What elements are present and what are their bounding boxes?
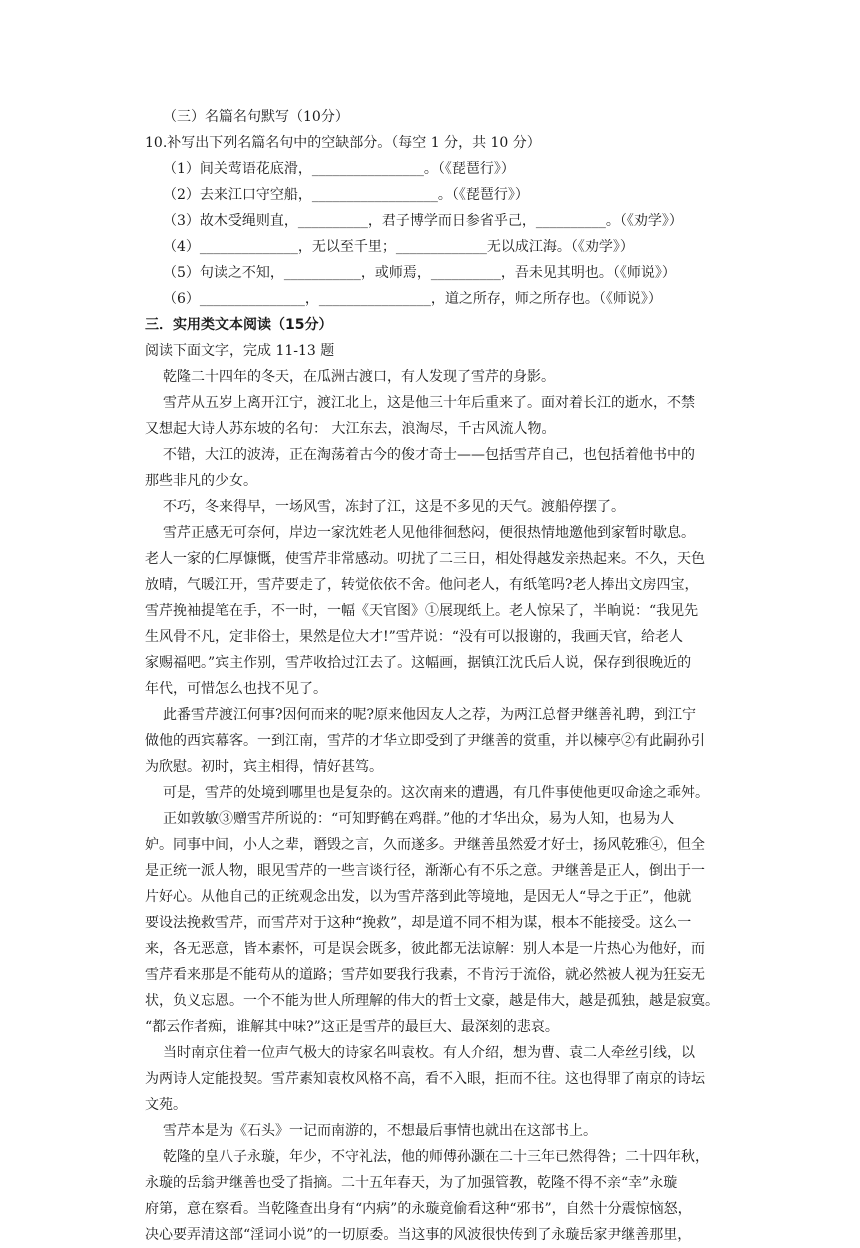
paragraph-line: 可是，雪芹的处境到哪里也是复杂的。这次南来的遭遇，有几件事使他更叹命途之乖舛。: [163, 785, 709, 801]
article-paragraph: [145, 520, 737, 702]
article-paragraph: [145, 494, 737, 520]
paragraph-line: 永璇的岳翁尹继善也受了指摘。二十五年春天，为了加强管教，乾隆不得不亲“幸”永璇: [145, 1175, 678, 1191]
article-paragraph: [145, 702, 737, 780]
blank-item: （4）______________，无以至千里；_____________无以成江海。（《劝学》）: [163, 239, 634, 255]
article-paragraph: [145, 1144, 737, 1248]
article-paragraph: [145, 1040, 737, 1118]
paragraph-line: 正如敦敏③赠雪芹所说的：“可知野鹤在鸡群。”他的才华出众，易为人知，也易为人: [163, 811, 675, 827]
article-paragraph: [145, 780, 737, 806]
section-heading: 三．实用类文本阅读（15分）: [145, 317, 333, 333]
paragraph-line: 片好心。从他自己的正统观念出发，以为雪芹落到此等境地，是因无人“导之于正”，他就: [145, 889, 692, 905]
paragraph-line: 放晴，气暖江开，雪芹要走了，转觉依依不舍。他问老人，有纸笔吗?老人捧出文房四宝，: [145, 577, 699, 593]
section-title: （三）名篇名句默写（10分）: [163, 109, 349, 125]
paragraph-line: 又想起大诗人苏东坡的名句： 大江东去，浪淘尽，千古风流人物。: [145, 421, 556, 437]
paragraph-line: 雪芹从五岁上离开江宁，渡江北上，这是他三十年后重来了。面对着长江的逝水，不禁: [163, 395, 695, 411]
paragraph-line: “都云作者痴，谁解其中味?”这正是雪芹的最巨大、最深刻的悲哀。: [145, 1019, 559, 1035]
blank-item: （3）故木受绳则直，__________，君子博学而日参省乎己，__________。（《劝学》）: [163, 213, 683, 229]
blank-item: （1）间关莺语花底滑，________________。（《琵琶行》）: [163, 161, 515, 177]
paragraph-line: 府第，意在察看。当乾隆查出身有“内病”的永璇竟偷看这种“邪书”，自然十分震惊恼怒，: [145, 1201, 692, 1217]
paragraph-line: 乾隆二十四年的冬天，在瓜洲古渡口，有人发现了雪芹的身影。: [163, 369, 555, 385]
blank-item: （2）去来江口守空船，__________________。（《琵琶行》）: [163, 187, 529, 203]
paragraph-line: 雪芹看来那是不能苟从的道路；雪芹如要我行我素，不肯污于流俗，就必然被人视为狂妄无: [145, 967, 705, 983]
question-10: 10.补写出下列名篇名句中的空缺部分。（每空 1 分，共 10 分）: [145, 135, 541, 151]
blank-item: （6）_______________，________________，道之所存，师之所存也。（《师说》）: [163, 291, 662, 307]
article-paragraph: [145, 806, 737, 1040]
paragraph-line: 家赐福吧。”宾主作别，雪芹收拾过江去了。这幅画，据镇江沈氏后人说，保存到很晚近的: [145, 655, 692, 671]
instruction: 阅读下面文字，完成 11-13 题: [145, 343, 335, 359]
article-body: [145, 364, 737, 1248]
paragraph-line: 来，各无恶意，皆本素怀，可是误会既多，彼此都无法谅解：别人本是一片热心为他好，而: [145, 941, 705, 957]
article-paragraph: [145, 364, 737, 390]
paragraph-line: 老人一家的仁厚慷慨，使雪芹非常感动。叨扰了二三日，相处得越发亲热起来。不久，天色: [145, 551, 705, 567]
blank-item: （5）句读之不知，___________，或师焉，__________，吾未见其明也。（《师说》）: [163, 265, 676, 281]
paragraph-line: 为两诗人定能投契。雪芹素知袁枚风格不高，看不入眼，拒而不往。这也得罪了南京的诗坛: [145, 1071, 705, 1087]
article-paragraph: [145, 1118, 737, 1144]
paragraph-line: 那些非凡的少女。: [145, 473, 257, 489]
paragraph-line: 生风骨不凡，定非俗士，果然是位大才!”雪芹说：“没有可以报谢的，我画天官，给老人: [145, 629, 683, 645]
paragraph-line: 要设法挽救雪芹，而雪芹对于这种“挽救”，却是道不同不相为谋，根本不能接受。这么一: [145, 915, 692, 931]
paragraph-line: 雪芹挽袖提笔在手，不一时，一幅《天官图》①展现纸上。老人惊呆了，半晌说：“我见先: [145, 603, 699, 619]
paragraph-line: 年代，可惜怎么也找不见了。: [145, 681, 327, 697]
article-paragraph: [145, 442, 737, 494]
paragraph-line: 文苑。: [145, 1097, 187, 1113]
paragraph-line: 为欣慰。初时，宾主相得，情好甚笃。: [145, 759, 383, 775]
paragraph-line: 此番雪芹渡江何事?因何而来的呢?原来他因友人之荐，为两江总督尹继善礼聘，到江宁: [163, 707, 697, 723]
paragraph-line: 当时南京住着一位声气极大的诗家名叫袁枚。有人介绍，想为曹、袁二人牵丝引线，以: [163, 1045, 695, 1061]
paragraph-line: 是正统一派人物，眼见雪芹的一些言谈行径，渐渐心有不乐之意。尹继善是正人，倒出于一: [145, 863, 705, 879]
paragraph-line: 决心要弄清这部“淫词小说”的一切原委。当这事的风波很快传到了永璇岳家尹继善那里，: [145, 1227, 692, 1243]
paragraph-line: 雪芹本是为《石头》一记而南游的，不想最后事情也就出在这部书上。: [163, 1123, 597, 1139]
paragraph-line: 乾隆的皇八子永璇，年少，不守礼法，他的师傅孙灏在二十三年已然得咎；二十四年秋，: [163, 1149, 709, 1165]
paragraph-line: 不巧，冬来得早，一场风雪，冻封了江，这是不多见的天气。渡船停摆了。: [163, 499, 625, 515]
paragraph-line: 妒。同事中间，小人之辈，谮毁之言，久而遂多。尹继善虽然爱才好士，扬风乾雅④，但全: [145, 837, 705, 853]
paragraph-line: 雪芹正感无可奈何，岸边一家沈姓老人见他徘徊愁闷，便很热情地邀他到家暂时歇息。: [163, 525, 695, 541]
paragraph-line: 不错，大江的波涛，正在淘荡着古今的俊才奇士——包括雪芹自己，也包括着他书中的: [163, 447, 695, 463]
paragraph-line: 状，负义忘恩。一个不能为世人所理解的伟大的哲士文豪，越是伟大，越是孤独，越是寂寞。: [145, 993, 719, 1009]
document-page: [145, 104, 737, 1248]
paragraph-line: 做他的西宾幕客。一到江南，雪芹的才华立即受到了尹继善的赏重，并以楝亭②有此嗣孙引: [145, 733, 705, 749]
article-paragraph: [145, 390, 737, 442]
